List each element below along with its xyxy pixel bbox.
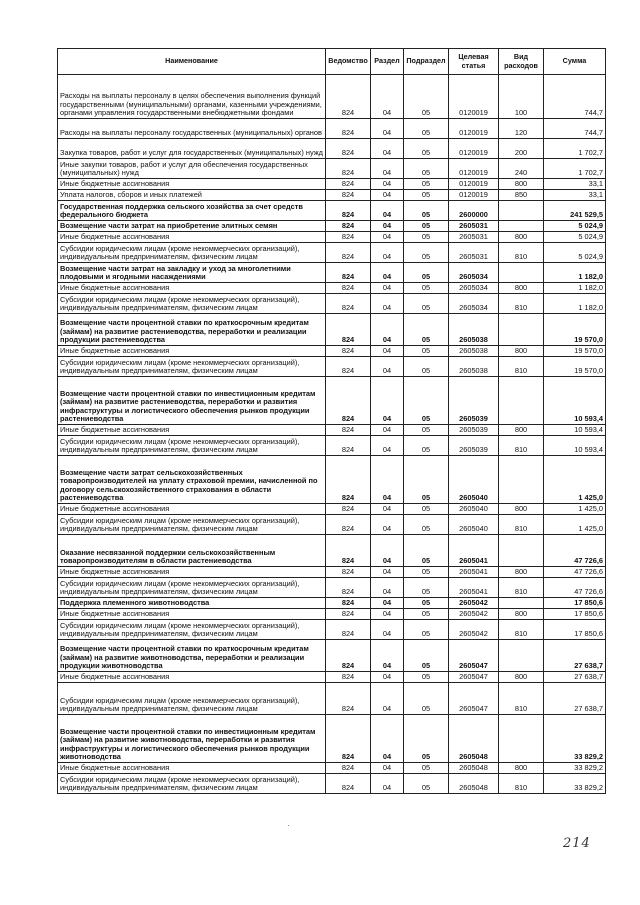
- row-podrazdel: 05: [404, 504, 449, 515]
- row-vr: 800: [499, 283, 544, 294]
- row-vr: [499, 263, 544, 283]
- table-row: [58, 357, 606, 377]
- row-podrazdel: 05: [404, 201, 449, 221]
- row-razdel: 04: [371, 515, 404, 535]
- table-row: [58, 232, 606, 243]
- row-csr: 2605040: [449, 515, 499, 535]
- row-ved: 824: [326, 620, 371, 640]
- row-ved: 824: [326, 683, 371, 715]
- row-sum: 1 182,0: [544, 283, 606, 294]
- row-razdel: 04: [371, 567, 404, 578]
- row-podrazdel: 05: [404, 232, 449, 243]
- row-name: Иные бюджетные ассигнования: [58, 609, 326, 620]
- row-sum: 5 024,9: [544, 232, 606, 243]
- table-row: [58, 201, 606, 221]
- row-vr: [499, 715, 544, 763]
- row-vr: [499, 640, 544, 672]
- row-ved: 824: [326, 640, 371, 672]
- header-podrazdel: Подраздел: [404, 49, 449, 75]
- row-vr: 810: [499, 578, 544, 598]
- row-vr: 850: [499, 190, 544, 201]
- row-name: Субсидии юридическим лицам (кроме некоммерческих организаций), индивидуальным предпринимателям, физическим лицам: [58, 515, 326, 535]
- header-sum: Сумма: [544, 49, 606, 75]
- table-row: [58, 535, 606, 567]
- row-sum: 10 593,4: [544, 377, 606, 425]
- row-name: Субсидии юридическим лицам (кроме некоммерческих организаций), индивидуальным предпринимателям, физическим лицам: [58, 774, 326, 794]
- row-razdel: 04: [371, 221, 404, 232]
- row-vr: [499, 201, 544, 221]
- row-vr: 810: [499, 294, 544, 314]
- row-podrazdel: 05: [404, 263, 449, 283]
- row-ved: 824: [326, 425, 371, 436]
- table-row: [58, 377, 606, 425]
- row-sum: 33,1: [544, 190, 606, 201]
- row-podrazdel: 05: [404, 515, 449, 535]
- row-vr: 810: [499, 515, 544, 535]
- row-name: Иные бюджетные ассигнования: [58, 232, 326, 243]
- row-vr: 800: [499, 232, 544, 243]
- header-razdel: Раздел: [371, 49, 404, 75]
- table-row: [58, 598, 606, 609]
- row-name: Иные бюджетные ассигнования: [58, 567, 326, 578]
- table-row: [58, 283, 606, 294]
- row-csr: 0120019: [449, 190, 499, 201]
- row-ved: 824: [326, 346, 371, 357]
- row-sum: 27 638,7: [544, 672, 606, 683]
- row-podrazdel: 05: [404, 294, 449, 314]
- row-sum: 744,7: [544, 75, 606, 119]
- header-csr: Целевая статья: [449, 49, 499, 75]
- row-name: Уплата налогов, сборов и иных платежей: [58, 190, 326, 201]
- table-body: [58, 75, 606, 794]
- row-name: Иные бюджетные ассигнования: [58, 504, 326, 515]
- row-razdel: 04: [371, 609, 404, 620]
- row-csr: 2605041: [449, 578, 499, 598]
- row-csr: 2605034: [449, 283, 499, 294]
- row-razdel: 04: [371, 139, 404, 159]
- row-ved: 824: [326, 504, 371, 515]
- row-podrazdel: 05: [404, 221, 449, 232]
- row-sum: 1 425,0: [544, 504, 606, 515]
- row-razdel: 04: [371, 504, 404, 515]
- row-name: Поддержка племенного животноводства: [58, 598, 326, 609]
- row-sum: 47 726,6: [544, 578, 606, 598]
- row-ved: 824: [326, 377, 371, 425]
- row-vr: 120: [499, 119, 544, 139]
- row-csr: 2605034: [449, 294, 499, 314]
- table-row: [58, 346, 606, 357]
- row-vr: 200: [499, 139, 544, 159]
- row-razdel: 04: [371, 119, 404, 139]
- row-name: Субсидии юридическим лицам (кроме некоммерческих организаций), индивидуальным предпринимателям, физическим лицам: [58, 357, 326, 377]
- row-podrazdel: 05: [404, 763, 449, 774]
- row-podrazdel: 05: [404, 139, 449, 159]
- row-razdel: 04: [371, 283, 404, 294]
- row-name: Возмещение части процентной ставки по инвестиционным кредитам (займам) на развитие животноводства, переработки и развития инфраструктуры и логистического обеспечения рынков продукции животноводства: [58, 715, 326, 763]
- row-name: Субсидии юридическим лицам (кроме некоммерческих организаций), индивидуальным предпринимателям, физическим лицам: [58, 683, 326, 715]
- row-name: Возмещение части затрат сельскохозяйственных товаропроизводителей на уплату страховой премии, начисленной по договору сельскохозяйственного страхования в области растениеводства: [58, 456, 326, 504]
- row-vr: 800: [499, 425, 544, 436]
- table-row: [58, 179, 606, 190]
- table-row: [58, 425, 606, 436]
- table-row: [58, 159, 606, 179]
- row-ved: 824: [326, 263, 371, 283]
- row-sum: 33,1: [544, 179, 606, 190]
- row-csr: 2605048: [449, 715, 499, 763]
- row-razdel: 04: [371, 314, 404, 346]
- row-sum: 47 726,6: [544, 567, 606, 578]
- row-csr: 2605038: [449, 346, 499, 357]
- row-ved: 824: [326, 75, 371, 119]
- header-name: Наименование: [58, 49, 326, 75]
- table-row: [58, 578, 606, 598]
- row-ved: 824: [326, 598, 371, 609]
- table-row: [58, 243, 606, 263]
- row-razdel: 04: [371, 640, 404, 672]
- row-vr: 800: [499, 504, 544, 515]
- row-name: Субсидии юридическим лицам (кроме некоммерческих организаций), индивидуальным предпринимателям, физическим лицам: [58, 620, 326, 640]
- row-ved: 824: [326, 567, 371, 578]
- row-csr: 2605047: [449, 640, 499, 672]
- row-csr: 2605038: [449, 314, 499, 346]
- row-csr: 2605042: [449, 609, 499, 620]
- row-name: Иные бюджетные ассигнования: [58, 763, 326, 774]
- table-row: [58, 119, 606, 139]
- row-ved: 824: [326, 672, 371, 683]
- row-sum: 10 593,4: [544, 436, 606, 456]
- row-razdel: 04: [371, 377, 404, 425]
- row-podrazdel: 05: [404, 598, 449, 609]
- row-sum: 1 702,7: [544, 139, 606, 159]
- row-vr: 800: [499, 609, 544, 620]
- row-csr: 2605047: [449, 683, 499, 715]
- row-ved: 824: [326, 179, 371, 190]
- row-sum: 1 182,0: [544, 263, 606, 283]
- row-name: Закупка товаров, работ и услуг для государственных (муниципальных) нужд: [58, 139, 326, 159]
- row-csr: 2605039: [449, 436, 499, 456]
- row-podrazdel: 05: [404, 620, 449, 640]
- row-ved: 824: [326, 609, 371, 620]
- row-ved: 824: [326, 456, 371, 504]
- table-row: [58, 640, 606, 672]
- row-podrazdel: 05: [404, 535, 449, 567]
- row-sum: 1 702,7: [544, 159, 606, 179]
- row-razdel: 04: [371, 620, 404, 640]
- row-sum: 33 829,2: [544, 774, 606, 794]
- row-csr: 0120019: [449, 75, 499, 119]
- row-name: Иные бюджетные ассигнования: [58, 179, 326, 190]
- table-row: [58, 221, 606, 232]
- row-ved: 824: [326, 190, 371, 201]
- row-sum: 33 829,2: [544, 763, 606, 774]
- row-podrazdel: 05: [404, 609, 449, 620]
- row-razdel: 04: [371, 683, 404, 715]
- row-vr: 810: [499, 774, 544, 794]
- row-vr: 240: [499, 159, 544, 179]
- row-ved: 824: [326, 201, 371, 221]
- table-row: [58, 504, 606, 515]
- row-vr: [499, 456, 544, 504]
- row-vr: [499, 598, 544, 609]
- table-row: [58, 263, 606, 283]
- row-sum: 1 425,0: [544, 515, 606, 535]
- row-csr: 2605034: [449, 263, 499, 283]
- table-row: [58, 774, 606, 794]
- row-podrazdel: 05: [404, 436, 449, 456]
- row-vr: 800: [499, 567, 544, 578]
- budget-table: [57, 48, 606, 794]
- table-row: [58, 683, 606, 715]
- row-name: Субсидии юридическим лицам (кроме некоммерческих организаций), индивидуальным предпринимателям, физическим лицам: [58, 436, 326, 456]
- row-name: Возмещение части процентной ставки по краткосрочным кредитам (займам) на развитие животноводства, переработки и реализации продукции животноводства: [58, 640, 326, 672]
- row-csr: 2605042: [449, 598, 499, 609]
- row-name: Иные закупки товаров, работ и услуг для обеспечения государственных (муниципальных) нужд: [58, 159, 326, 179]
- row-razdel: 04: [371, 598, 404, 609]
- row-name: Возмещение части затрат на приобретение элитных семян: [58, 221, 326, 232]
- table-row: [58, 515, 606, 535]
- row-vr: 810: [499, 620, 544, 640]
- row-razdel: 04: [371, 774, 404, 794]
- row-podrazdel: 05: [404, 357, 449, 377]
- row-ved: 824: [326, 221, 371, 232]
- row-vr: 800: [499, 672, 544, 683]
- row-name: Возмещение части процентной ставки по краткосрочным кредитам (займам) на развитие растениеводства, переработки и реализации продукции растениеводства: [58, 314, 326, 346]
- row-sum: 17 850,6: [544, 598, 606, 609]
- row-name: Субсидии юридическим лицам (кроме некоммерческих организаций), индивидуальным предпринимателям, физическим лицам: [58, 294, 326, 314]
- table-row: [58, 314, 606, 346]
- row-podrazdel: 05: [404, 578, 449, 598]
- row-vr: 810: [499, 243, 544, 263]
- table-row: [58, 456, 606, 504]
- row-csr: 2605031: [449, 232, 499, 243]
- row-razdel: 04: [371, 190, 404, 201]
- table-row: [58, 567, 606, 578]
- table-row: [58, 436, 606, 456]
- row-sum: 19 570,0: [544, 346, 606, 357]
- row-podrazdel: 05: [404, 119, 449, 139]
- row-csr: 2605048: [449, 763, 499, 774]
- row-podrazdel: 05: [404, 314, 449, 346]
- row-razdel: 04: [371, 263, 404, 283]
- row-csr: 2605031: [449, 243, 499, 263]
- row-razdel: 04: [371, 715, 404, 763]
- row-csr: 2605042: [449, 620, 499, 640]
- row-name: Иные бюджетные ассигнования: [58, 346, 326, 357]
- row-sum: 19 570,0: [544, 357, 606, 377]
- row-csr: 2605039: [449, 377, 499, 425]
- row-sum: 17 850,6: [544, 620, 606, 640]
- row-csr: 2605041: [449, 535, 499, 567]
- row-vr: 800: [499, 179, 544, 190]
- row-csr: 2605031: [449, 221, 499, 232]
- row-podrazdel: 05: [404, 159, 449, 179]
- row-podrazdel: 05: [404, 640, 449, 672]
- row-name: Иные бюджетные ассигнования: [58, 672, 326, 683]
- budget-table-sheet: [57, 48, 605, 794]
- row-sum: 1 425,0: [544, 456, 606, 504]
- table-row: [58, 139, 606, 159]
- row-ved: 824: [326, 357, 371, 377]
- row-vr: 810: [499, 357, 544, 377]
- row-csr: 2600000: [449, 201, 499, 221]
- row-csr: 2605047: [449, 672, 499, 683]
- row-podrazdel: 05: [404, 283, 449, 294]
- row-name: Государственная поддержка сельского хозяйства за счет средств федерального бюджета: [58, 201, 326, 221]
- row-ved: 824: [326, 119, 371, 139]
- row-name: Иные бюджетные ассигнования: [58, 283, 326, 294]
- row-ved: 824: [326, 578, 371, 598]
- row-vr: [499, 221, 544, 232]
- row-csr: 0120019: [449, 139, 499, 159]
- row-sum: 47 726,6: [544, 535, 606, 567]
- row-csr: 2605039: [449, 425, 499, 436]
- row-csr: 2605040: [449, 456, 499, 504]
- row-name: Субсидии юридическим лицам (кроме некоммерческих организаций), индивидуальным предпринимателям, физическим лицам: [58, 243, 326, 263]
- row-sum: 1 182,0: [544, 294, 606, 314]
- table-row: [58, 763, 606, 774]
- row-csr: 0120019: [449, 119, 499, 139]
- row-name: Иные бюджетные ассигнования: [58, 425, 326, 436]
- row-sum: 10 593,4: [544, 425, 606, 436]
- row-vr: [499, 314, 544, 346]
- row-csr: 2605048: [449, 774, 499, 794]
- row-sum: 241 529,5: [544, 201, 606, 221]
- row-csr: 2605041: [449, 567, 499, 578]
- table-header-row: [58, 49, 606, 75]
- row-name: Возмещение части процентной ставки по инвестиционным кредитам (займам) на развитие растениеводства, переработки и развития инфраструктуры и логистического обеспечения рынков продукции растениеводства: [58, 377, 326, 425]
- row-sum: 19 570,0: [544, 314, 606, 346]
- row-ved: 824: [326, 715, 371, 763]
- row-podrazdel: 05: [404, 683, 449, 715]
- row-vr: 800: [499, 763, 544, 774]
- table-row: [58, 715, 606, 763]
- row-csr: 0120019: [449, 159, 499, 179]
- row-razdel: 04: [371, 179, 404, 190]
- row-razdel: 04: [371, 456, 404, 504]
- row-podrazdel: 05: [404, 243, 449, 263]
- row-sum: 27 638,7: [544, 640, 606, 672]
- row-csr: 2605038: [449, 357, 499, 377]
- row-ved: 824: [326, 294, 371, 314]
- row-vr: [499, 535, 544, 567]
- row-razdel: 04: [371, 201, 404, 221]
- row-razdel: 04: [371, 425, 404, 436]
- row-podrazdel: 05: [404, 179, 449, 190]
- row-razdel: 04: [371, 672, 404, 683]
- row-ved: 824: [326, 139, 371, 159]
- row-name: Расходы на выплаты персоналу государственных (муниципальных) органов: [58, 119, 326, 139]
- row-sum: 744,7: [544, 119, 606, 139]
- table-row: [58, 75, 606, 119]
- row-razdel: 04: [371, 436, 404, 456]
- row-vr: 800: [499, 346, 544, 357]
- row-sum: 17 850,6: [544, 609, 606, 620]
- row-csr: 2605040: [449, 504, 499, 515]
- row-ved: 824: [326, 774, 371, 794]
- row-ved: 824: [326, 159, 371, 179]
- row-vr: 810: [499, 436, 544, 456]
- page-number: 214: [563, 836, 591, 851]
- row-sum: 5 024,9: [544, 221, 606, 232]
- row-razdel: 04: [371, 357, 404, 377]
- row-podrazdel: 05: [404, 715, 449, 763]
- table-row: [58, 609, 606, 620]
- row-podrazdel: 05: [404, 672, 449, 683]
- table-row: [58, 294, 606, 314]
- row-name: Возмещение части затрат на закладку и уход за многолетними плодовыми и ягодными насаждениями: [58, 263, 326, 283]
- row-ved: 824: [326, 243, 371, 263]
- row-vr: [499, 377, 544, 425]
- row-sum: 5 024,9: [544, 243, 606, 263]
- table-row: [58, 620, 606, 640]
- row-podrazdel: 05: [404, 567, 449, 578]
- row-name: Расходы на выплаты персоналу в целях обеспечения выполнения функций государственными (муниципальными) органами, казенными учреждениями, органами управления государственными внебюджетными фондами: [58, 75, 326, 119]
- row-ved: 824: [326, 535, 371, 567]
- row-ved: 824: [326, 232, 371, 243]
- row-name: Субсидии юридическим лицам (кроме некоммерческих организаций), индивидуальным предпринимателям, физическим лицам: [58, 578, 326, 598]
- row-podrazdel: 05: [404, 456, 449, 504]
- table-row: [58, 672, 606, 683]
- row-podrazdel: 05: [404, 75, 449, 119]
- row-razdel: 04: [371, 763, 404, 774]
- row-sum: 33 829,2: [544, 715, 606, 763]
- row-ved: 824: [326, 283, 371, 294]
- row-csr: 0120019: [449, 179, 499, 190]
- row-razdel: 04: [371, 578, 404, 598]
- header-ved: Ведомство: [326, 49, 371, 75]
- row-podrazdel: 05: [404, 346, 449, 357]
- row-vr: 810: [499, 683, 544, 715]
- row-podrazdel: 05: [404, 377, 449, 425]
- row-podrazdel: 05: [404, 425, 449, 436]
- row-ved: 824: [326, 763, 371, 774]
- row-sum: 27 638,7: [544, 683, 606, 715]
- row-podrazdel: 05: [404, 190, 449, 201]
- row-ved: 824: [326, 314, 371, 346]
- row-razdel: 04: [371, 159, 404, 179]
- row-name: Оказание несвязанной поддержки сельскохозяйственным товаропроизводителям в области растениеводства: [58, 535, 326, 567]
- row-podrazdel: 05: [404, 774, 449, 794]
- row-razdel: 04: [371, 243, 404, 263]
- row-vr: 100: [499, 75, 544, 119]
- row-ved: 824: [326, 515, 371, 535]
- row-razdel: 04: [371, 232, 404, 243]
- row-razdel: 04: [371, 294, 404, 314]
- row-razdel: 04: [371, 346, 404, 357]
- row-razdel: 04: [371, 75, 404, 119]
- row-ved: 824: [326, 436, 371, 456]
- header-vr: Вид расходов: [499, 49, 544, 75]
- row-razdel: 04: [371, 535, 404, 567]
- table-row: [58, 190, 606, 201]
